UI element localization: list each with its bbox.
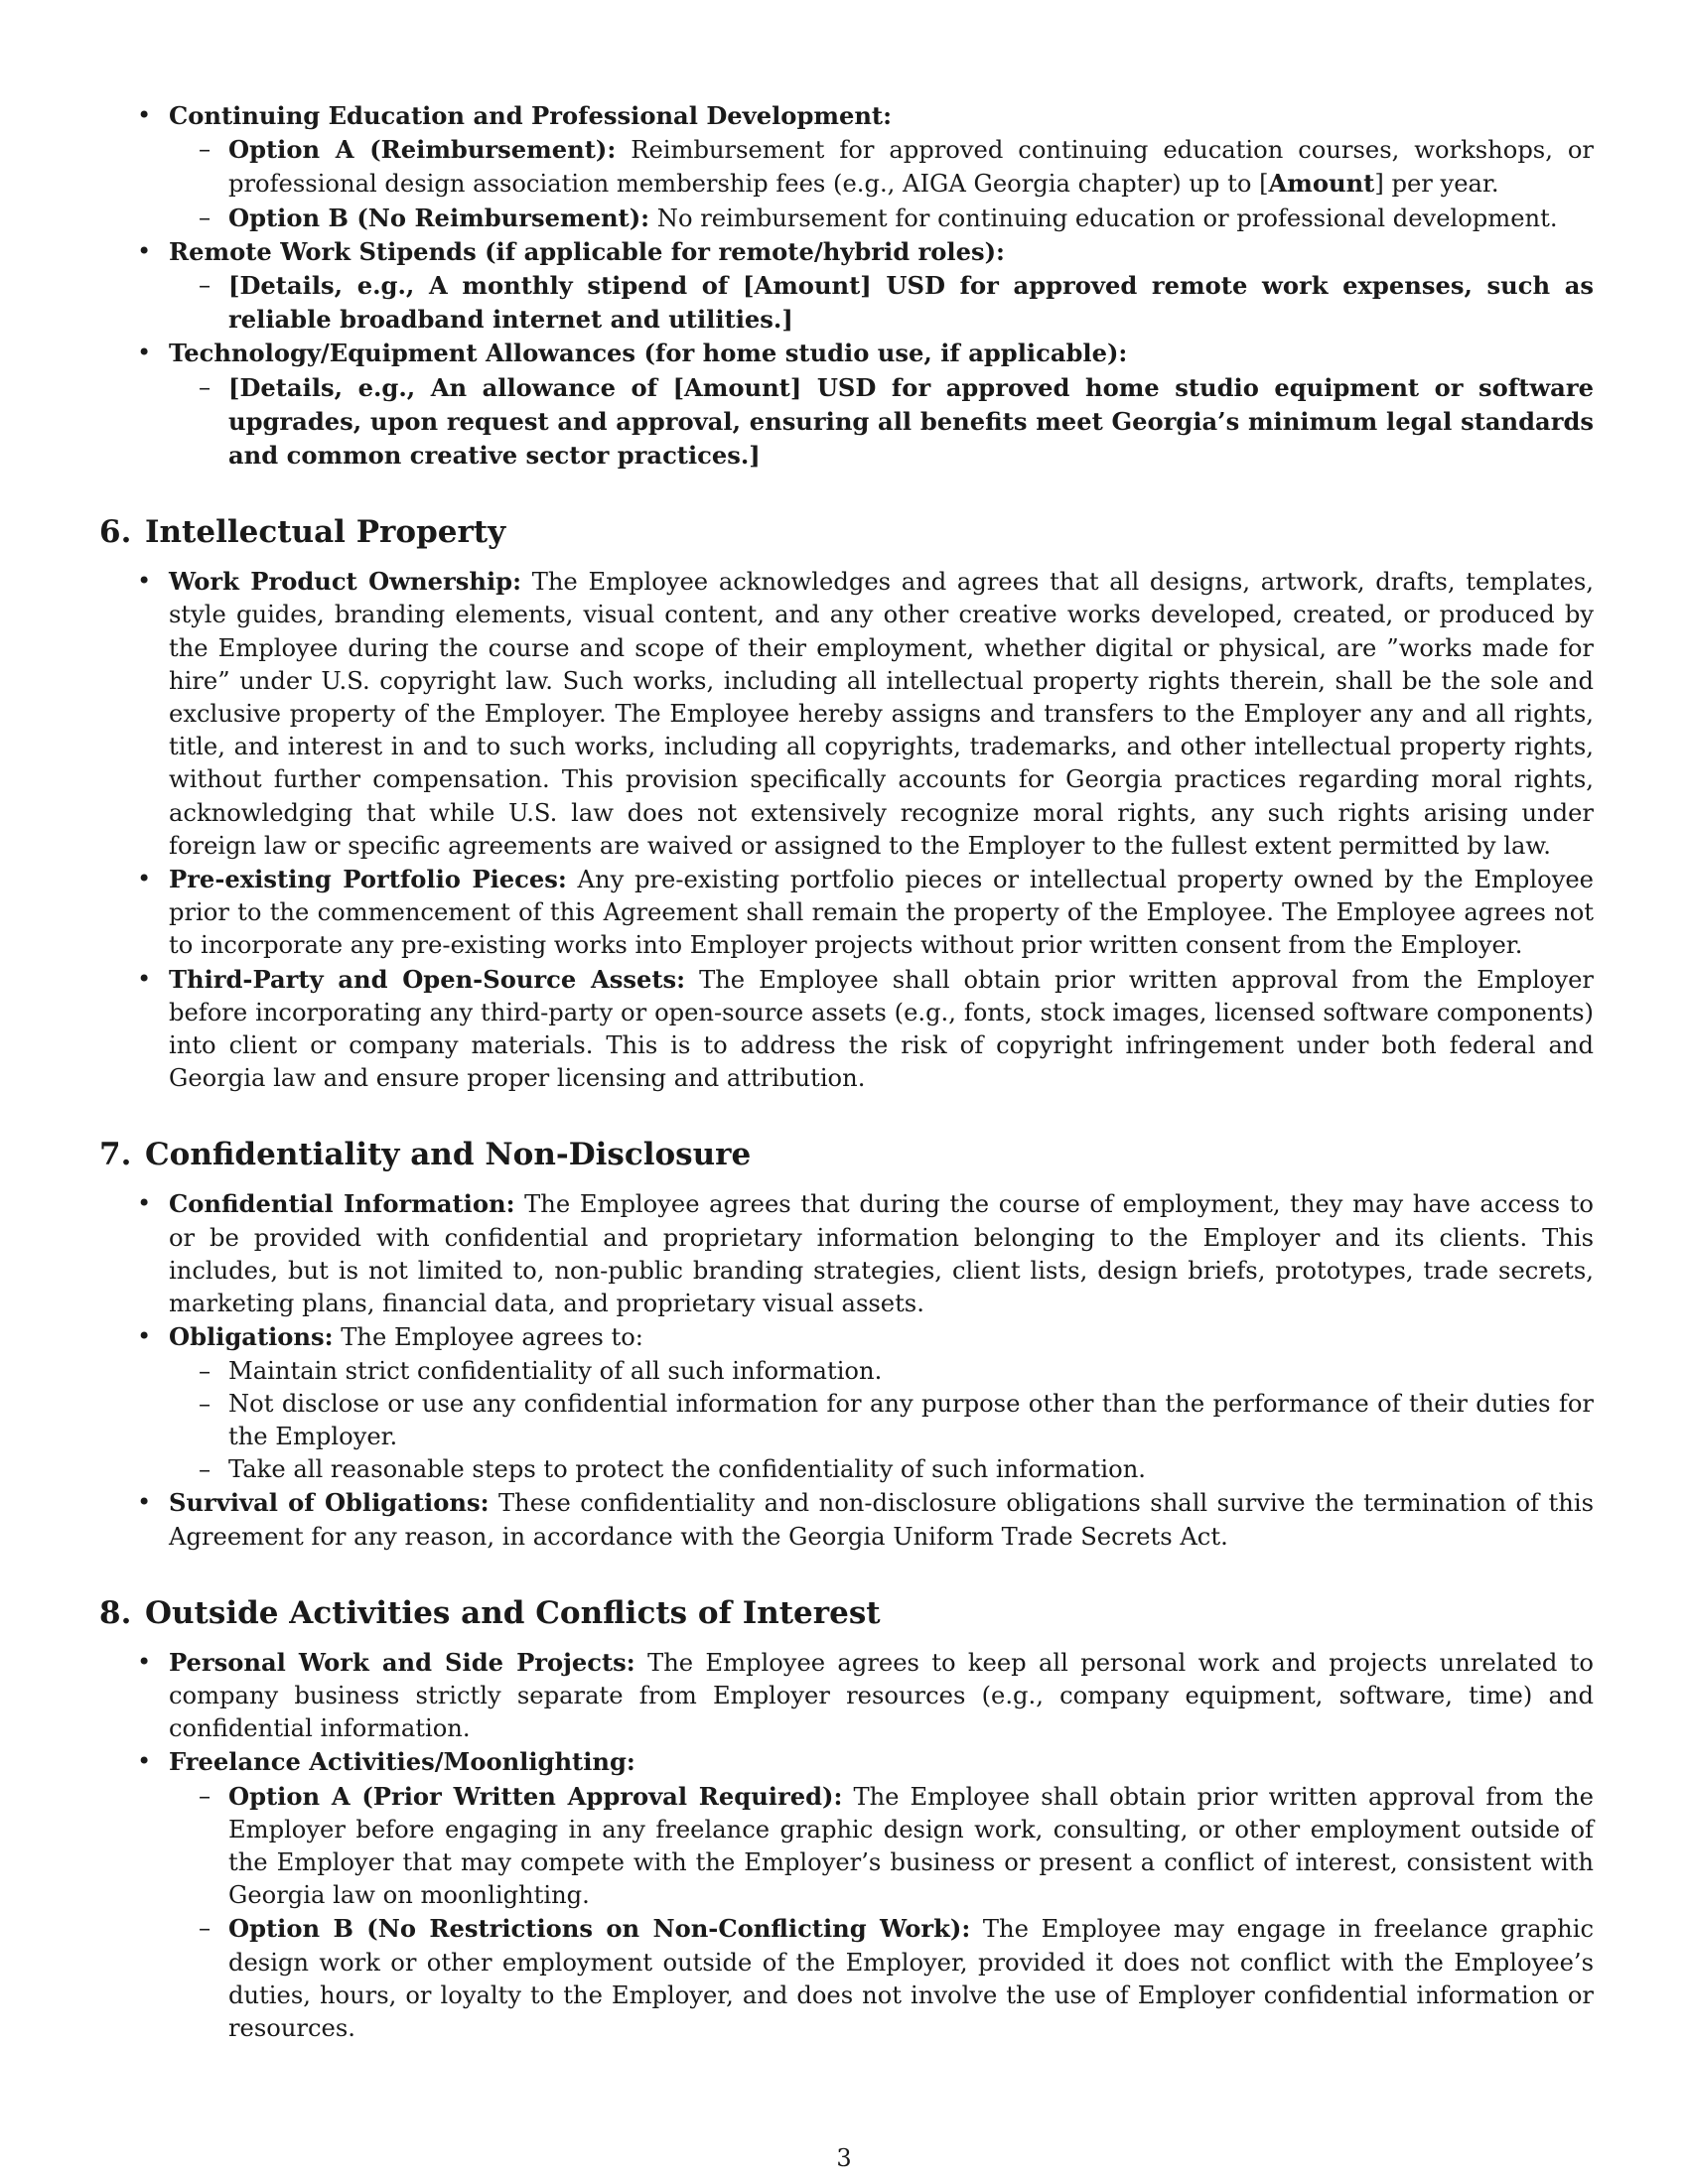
section-6-list [99, 565, 1594, 1095]
freelance-options-list [169, 1780, 1594, 2046]
section-title: Outside Activities and Conflicts of Interest [145, 1594, 881, 1631]
list-item-obligation: – Maintain strict confidentiality of all such information. [169, 1355, 1594, 1388]
list-item-freelance-option-a [169, 1780, 1594, 1913]
list-item-tech-allowance [99, 337, 1594, 473]
item-label: Continuing Education and Professional Development: [169, 101, 893, 130]
list-item-ce-option-b [169, 202, 1594, 235]
section-number: 8. [99, 1594, 132, 1631]
list-item-freelance-option-b [169, 1912, 1594, 2045]
item-label: Obligations: [169, 1322, 334, 1352]
list-item-freelance [99, 1745, 1594, 2045]
option-label: Option B (No Restrictions on Non-Conflicting Work): [228, 1914, 971, 1944]
list-item-third-party [99, 963, 1594, 1096]
item-text: The Employee agrees that during the course of employment, they may have access to or be provided with confidential and proprietary information belonging to the Employer and its clients. This includes, but is not limited to, non-public branding strategies, client lists, design briefs, prototypes, trade secrets, marketing plans, financial data, and proprietary visual assets. [169, 1190, 1594, 1318]
amount-placeholder: Amount [1268, 169, 1375, 199]
page-number: 3 [836, 2144, 852, 2172]
item-label: Remote Work Stipends (if applicable for remote/hybrid roles): [169, 236, 1005, 266]
detail-text: [Details, e.g., A monthly stipend of [Amount] USD for approved remote work expenses, such as reliable broadband internet and utilities.] [228, 271, 1594, 335]
benefits-list [99, 99, 1594, 473]
item-text: The Employee acknowledges and agrees that all designs, artwork, drafts, templates, style guides, branding elements, visual content, and any other creative works developed, created, or produced by the Employee during the course and scope of their employment, whether digital or physical, are ”works made for hire” under U.S. copyright law. Such works, including all intellectual property rights therein, shall be the sole and exclusive property of the Employer. The Employee hereby assigns and transfers to the Employer any and all rights, title, and interest in and to such works, including all copyrights, trademarks, and other intellectual property rights, without further compensation. This provision specifically accounts for Georgia practices regarding moral rights, acknowledging that while U.S. law does not extensively recognize moral rights, any such rights arising under foreign law or specific agreements are waived or assigned to the Employer to the fullest extent permitted by law. [169, 568, 1594, 860]
item-text: The Employee agrees to: [333, 1323, 643, 1352]
list-item-survival [99, 1486, 1594, 1553]
section-number: 6. [99, 514, 132, 551]
item-label: Technology/Equipment Allowances (for home studio use, if applicable): [169, 339, 1128, 368]
item-text: These confidentiality and non-disclosure obligations shall survive the termination of this Agreement for any reason, in accordance with the Georgia Uniform Trade Secrets Act. [169, 1489, 1594, 1551]
list-item-obligation: – Take all reasonable steps to protect the confidentiality of such information. [169, 1453, 1594, 1486]
item-label: Confidential Information: [169, 1189, 515, 1219]
list-item-obligations [99, 1320, 1594, 1486]
option-label: Option A (Reimbursement): [228, 135, 617, 165]
option-label: Option B (No Reimbursement): [228, 203, 650, 232]
list-item-remote-stipends [99, 235, 1594, 338]
remote-details-list [169, 269, 1594, 337]
section-heading-6 [99, 512, 1594, 552]
list-item-remote-detail [169, 269, 1594, 337]
list-item-ce-option-a [169, 133, 1594, 201]
tech-details-list [169, 371, 1594, 474]
item-text: The Employee shall obtain prior written approval from the Employer before incorporating any third-party or open-source assets (e.g., fonts, stock images, licensed software components) into client or company materials. This is to address the risk of copyright infringement under both federal and Georgia law and ensure proper licensing and attribution. [169, 965, 1594, 1093]
item-label: Work Product Ownership: [169, 567, 522, 597]
detail-text: [Details, e.g., An allowance of [Amount] USD for approved home studio equipment or software upgrades, upon request and approval, ensuring all benefits meet Georgia’s minimum legal standards and common creative sector practices.] [228, 372, 1594, 471]
item-label: Survival of Obligations: [169, 1488, 490, 1518]
list-item-personal-work [99, 1646, 1594, 1746]
list-item-preexisting [99, 863, 1594, 963]
list-item-obligation: – Not disclose or use any confidential information for any purpose other than the performance of their duties for the Employer. [169, 1388, 1594, 1453]
section-heading-8 [99, 1593, 1594, 1633]
document-page [99, 99, 1594, 2045]
item-label: Personal Work and Side Projects: [169, 1647, 635, 1677]
section-number: 7. [99, 1137, 132, 1173]
section-title: Confidentiality and Non-Disclosure [145, 1137, 752, 1173]
section-title: Intellectual Property [145, 514, 506, 551]
option-label: Option A (Prior Written Approval Required): [228, 1781, 843, 1811]
list-item-confidential-info [99, 1187, 1594, 1320]
item-label: Pre-existing Portfolio Pieces: [169, 865, 567, 894]
item-label: Freelance Activities/Moonlighting: [169, 1747, 635, 1777]
list-item-tech-detail [169, 371, 1594, 474]
section-7-list [99, 1187, 1594, 1553]
option-text: Reimbursement for approved continuing education courses, workshops, or professional design association membership fees (e.g., AIGA Georgia chapter) up to [ [228, 136, 1594, 199]
option-text: No reimbursement for continuing education or professional development. [649, 204, 1558, 232]
option-text-end: ] per year. [1374, 170, 1499, 199]
option-text: The Employee may engage in freelance graphic design work or other employment outside of the Employer, provided it does not conflict with the Employee’s duties, hours, or loyalty to the Employer, and does not involve the use of Employer confidential information or resources. [228, 1915, 1595, 2042]
ce-options-list [169, 133, 1594, 235]
section-heading-7 [99, 1135, 1594, 1174]
list-item-work-product [99, 565, 1594, 863]
item-text: The Employee agrees to keep all personal work and projects unrelated to company business strictly separate from Employer resources (e.g., company equipment, software, time) and confidential information. [169, 1648, 1594, 1743]
item-text: Any pre-existing portfolio pieces or intellectual property owned by the Employee prior to the commencement of this Agreement shall remain the property of the Employee. The Employee agrees not to incorporate any pre-existing works into Employer projects without prior written consent from the Employer. [169, 866, 1594, 960]
obligations-list [169, 1355, 1594, 1487]
list-item-continuing-education [99, 99, 1594, 235]
section-8-list [99, 1646, 1594, 2045]
item-label: Third-Party and Open-Source Assets: [169, 964, 686, 994]
option-text: The Employee shall obtain prior written approval from the Employer before engaging in any freelance graphic design work, consulting, or other employment outside of the Employer that may compete with the Employer’s business or present a conflict of interest, consistent with Georgia law on moonlighting. [228, 1782, 1594, 1910]
